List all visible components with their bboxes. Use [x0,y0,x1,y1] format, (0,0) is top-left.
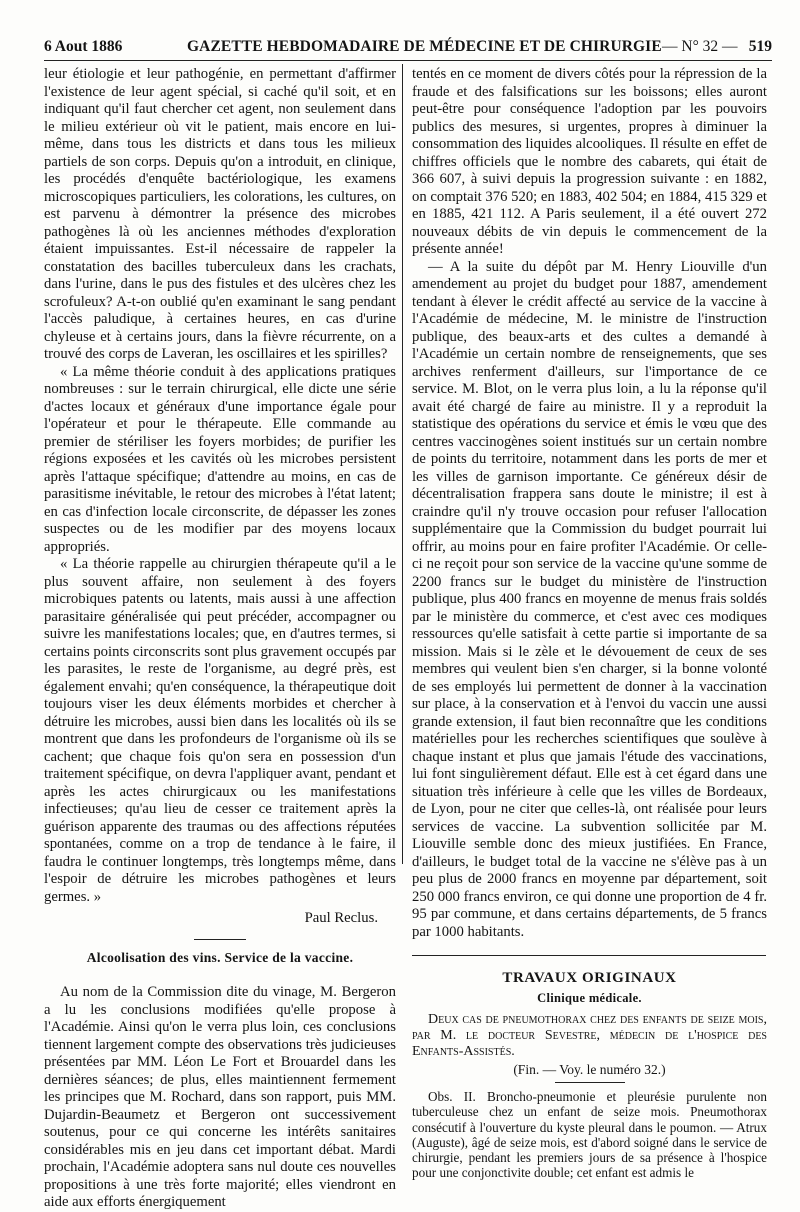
paragraph: « La théorie rappelle au chirurgien thérapeute qu'il a le plus souvent affaire, non seulement à des foyers microbiques patents ou latents, mais aussi à une affection parasitaire généralisée qui peut précéder, accompagner ou suivre les manifestations locales; que, en d'autres termes, si certains points circonscrits sont plus gravement occupés par les parasites, le reste de l'organisme, au degré près, est également envahi; qu'en conséquence, la thérapeutique doit toujours viser les deux éléments morbides et chercher à détruire les microbes, aussi bien dans les localités où ils se montrent que dans les profondeurs de l'organisme où ils se cachent; que chaque fois qu'on sera en possession d'un traitement spécifique, on devra l'appliquer avant, pendant et après les actes chirurgicaux ou les manifestations infectieuses; qu'au lieu de cesser ce traitement après la guérison apparente des traumas ou des affections réputées spontanées, comme on a trop de tendance à le faire, il faudra le continuer longtemps, très longtemps même, dans l'espoir de détruire les microbes pathogènes et leurs germes. » [44,556,396,905]
header-page-number: 519 [748,38,772,55]
paragraph: — A la suite du dépôt par M. Henry Liouville d'un amendement au projet du budget pour 1887, amendement tendant à élever le crédit affecté au service de la vaccine à l'Académie de médecine, M. le ministre de l'instruction publique, des beaux-arts et des cultes a demandé à l'Académie un certain nombre de renseignements, que ses archives renferment d'ailleurs, sur l'importance de ce service. M. Blot, on le verra plus loin, a lu la réponse qu'il avait été chargé de faire au ministre. Il y a reproduit la statistique des opérations du service et émis le vœu que des centres vaccinogènes soient institués sur un certain nombre de points du territoire, notamment dans les ports de mer et les villes de garnison importante. Ce généreux désir de décentralisation frappera sans doute le ministre; il est à craindre qu'il n'y trouve occasion pour refuser l'allocation supplémentaire que la Commission du budget pourrait lui offrir, au moins pour en faire profiter l'Académie. Or celle-ci ne reçoit pour son service de la vaccine qu'une somme de 2200 francs sur le budget du ministère de l'instruction publique, plus 400 francs en moyenne de menus frais soldés par le ministère du commerce, et c'est avec ces modiques ressources qu'elle satisfait à cette partie si importante de sa mission. Mais si le zèle et le dévouement de ceux de ses membres qui veulent bien s'en charger, si la bonne volonté de ses employés lui permettent de donner à la vaccination sur place, à la conservation et à l'envoi du vaccin une aussi grande extension, il faut bien reconnaître que les conditions matérielles pour les recherches scientifiques que soulève à chaque instant et plus que jamais l'étude des vaccinations, lui font singulièrement défaut. Elle est à cet égard dans une situation très inférieure à celle que les villes de Bordeaux, de Lyon, pour ne citer que celles-là, ont réalisée pour leurs services de vaccine. La subvention sollicitée par M. Liouville semble donc des mieux justifiées. En France, d'ailleurs, le budget total de la vaccine ne s'élève pas à un peu plus de 2000 francs en moyenne par département, soit 250 000 francs environ, ce qui donne une proportion de 4 fr. 95 par commune, et dans certains départements, de 5 francs par 1000 habitants. [412,258,767,940]
case-title: Deux cas de pneumothorax chez des enfants de seize mois, par M. le docteur Sevestre, médecin de l'hospice des Enfants-Assistés. [412,1012,767,1059]
author-signature: Paul Reclus. [304,910,378,926]
page-header [44,38,772,58]
section-separator [412,955,766,956]
header-date: 6 Aout 1886 [44,38,123,55]
paragraph: « La même théorie conduit à des applications pratiques nombreuses : sur le terrain chirurgical, elle dicte une série d'actes locaux et généraux d'une importance égale pour l'opérateur et pour le thérapeute. Elle commande au premier de stériliser les foyers morbides; de purifier les régions exposées et les cavités où les microbes persistent après l'attaque spécifique; d'attendre au moins, en cas de parasitisme inévitable, le retour des microbes à l'état latent; en cas d'infection locale circonscrite, de dépasser les zones suspectes ou de les modifier par des moyens locaux appropriés. [44,363,396,555]
section-separator [194,939,246,940]
column-divider [402,64,403,864]
header-rule [44,60,772,61]
left-column [44,66,396,1212]
paragraph: tentés en ce moment de divers côtés pour la répression de la fraude et des falsifications sur les boissons; elles auront peut-être pour conséquence l'adoption par les pouvoirs publics des mesures, si urgentes, propres à diminuer la consommation des liquides alcooliques. Il résulte en effet de chiffres officiels que le nombre des cabarets, qui était de 366 607, à suivi depuis la progression suivante : en 1882, on comptait 376 520; en 1883, 402 504; en 1884, 415 329 et en 1885, 421 112. A Paris seulement, il a été ouvert 272 nouveaux débits de vin depuis le commencement de la présente année! [412,66,767,257]
header-issue-number: — N° 32 — [662,38,738,55]
sub-title: Clinique médicale. [537,991,642,1005]
block-title: TRAVAUX ORIGINAUX [502,970,677,986]
continuation-note: (Fin. — Voy. le numéro 32.) [513,1062,666,1077]
right-column [412,66,767,1181]
paragraph: leur étiologie et leur pathogénie, en permettant d'affirmer l'existence de leur agent spécial, si caché qu'il soit, et en indiquant qu'il faut chercher cet agent, non seulement dans le milieu extérieur où vit le patient, mais encore en lui-même, dans tous les districts et dans tous les milieux partiels de son corps. Depuis qu'on a introduit, en clinique, les procédés d'enquête bactériologique, les examens microscopiques particuliers, les colorations, les cultures, on est parvenu à démontrer la présence des microbes pathogènes là où les anciennes méthodes d'exploration étaient impuissantes. Est-il nécessaire de rappeler la constatation des bacilles tuberculeux dans les crachats, dans l'urine, dans le pus des fistules et des ulcères chez les scrofuleux? A-t-on oublié qu'en examinant le sang pendant l'accès paludique, à certaines heures, en cas d'urine chyleuse et à certains jours, dans la fièvre récurrente, on a trouvé des corps de Laveran, les oscillaires et les spirilles? [44,66,396,362]
section-title: Alcoolisation des vins. Service de la vaccine. [86,950,354,965]
paragraph: Au nom de la Commission dite du vinage, M. Bergeron a lu les conclusions modifiées qu'elle propose à l'Académie. Ainsi qu'on le verra plus loin, ces conclusions tiennent largement compte des observations très judicieuses présentées par MM. Léon Le Fort et Brouardel dans les dernières séances; de plus, elles maintiennent fermement les principes que M. Rochard, dans son rapport, puis MM. Dujardin-Beaumetz et Bergeron ont successivement soutenus, pour ce qui concerne les intérêts sanitaires considérables mis en jeu dans cet important débat. Mardi prochain, l'Académie adoptera sans nul doute ces nouvelles propositions à une très forte majorité; elles viendront en aide aux efforts énergiquement [44,984,396,1210]
observation-text: Obs. II. Broncho-pneumonie et pleurésie purulente non tuberculeuse chez un enfant de seize mois. Pneumothorax consécutif à l'ouverture du kyste pleural dans le poumon. — Atrux (Auguste), âgé de seize mois, est d'abord soigné dans le service de chirurgie, pendant les premiers jours de sa présence à l'hospice pour une conjonctivite double; cet enfant est admis le [412,1089,767,1181]
note-separator [555,1082,625,1083]
header-journal-title: GAZETTE HEBDOMADAIRE DE MÉDECINE ET DE CHIRURGIE [187,38,662,55]
